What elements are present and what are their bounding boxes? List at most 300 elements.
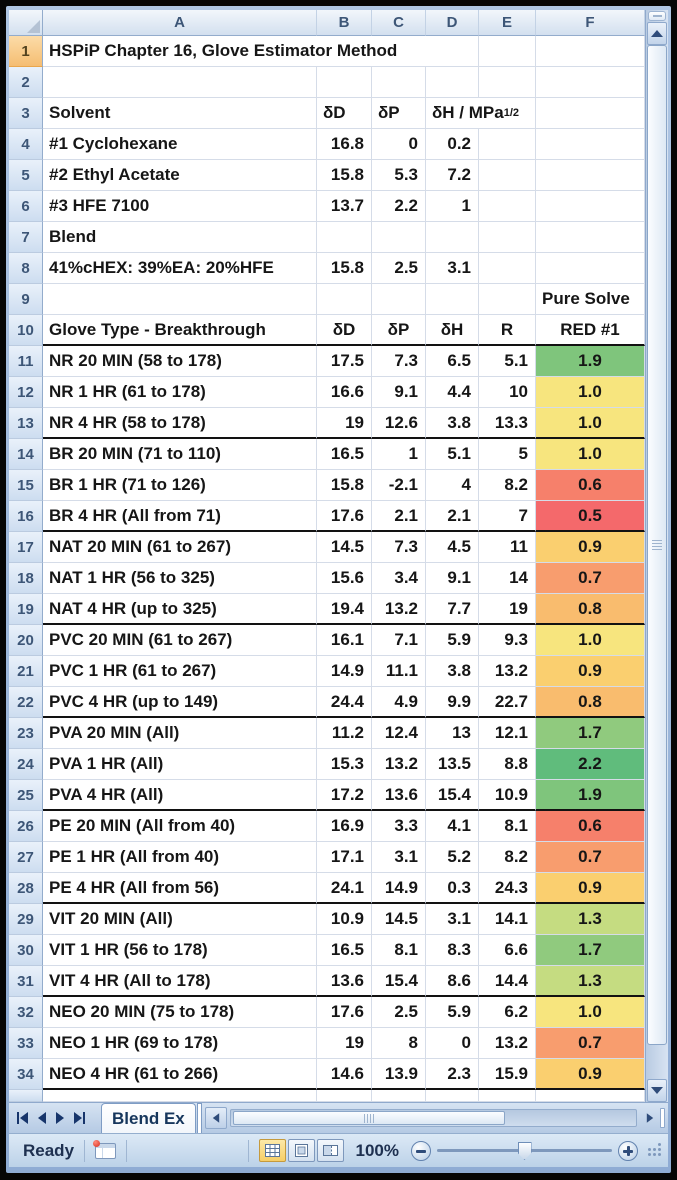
sheet-row-5 [9,160,645,191]
active-sheet-tab[interactable]: Blend Ex [101,1103,196,1133]
cell-B32[interactable]: 17.6 [317,997,372,1028]
cell-B5[interactable]: 15.8 [317,160,372,191]
cell-A29[interactable]: VIT 20 MIN (All) [43,904,317,935]
cell-D26[interactable]: 4.1 [426,811,479,842]
cell-C16[interactable]: 2.1 [372,501,426,532]
cell-C34[interactable]: 13.9 [372,1059,426,1090]
cell-E12[interactable]: 10 [479,377,536,408]
cell-A2[interactable] [43,67,317,98]
vertical-scroll-track[interactable] [647,45,667,1079]
cell-F9[interactable]: Pure Solve [536,284,645,315]
cell-E20[interactable]: 9.3 [479,625,536,656]
cell-E28[interactable]: 24.3 [479,873,536,904]
horizontal-scrollbar[interactable] [230,1109,637,1127]
cell-C21[interactable]: 11.1 [372,656,426,687]
cell-D18[interactable]: 9.1 [426,563,479,594]
cell-D32[interactable]: 5.9 [426,997,479,1028]
cell-A13[interactable]: NR 4 HR (58 to 178) [43,408,317,439]
zoom-out-button[interactable] [411,1141,431,1161]
page-break-preview-button[interactable] [317,1139,344,1162]
cell-D4[interactable]: 0.2 [426,129,479,160]
cell-B23[interactable]: 11.2 [317,718,372,749]
sheet-row-32 [9,997,645,1028]
cell-B29[interactable]: 10.9 [317,904,372,935]
cell-B9[interactable] [317,284,372,315]
cell-F8[interactable] [536,253,645,284]
cell-F28[interactable]: 0.9 [536,873,645,904]
cell-F13[interactable]: 1.0 [536,408,645,439]
cell-B33[interactable]: 19 [317,1028,372,1059]
cell-E33[interactable]: 13.2 [479,1028,536,1059]
minus-icon [416,1150,426,1153]
cell-E29[interactable]: 14.1 [479,904,536,935]
row-header-15[interactable]: 15 [9,470,43,501]
cell-E32[interactable]: 6.2 [479,997,536,1028]
row-header-10[interactable]: 10 [9,315,43,346]
cell-F17[interactable]: 0.9 [536,532,645,563]
cell-F3[interactable] [536,98,645,129]
cell-F14[interactable]: 1.0 [536,439,645,470]
cell-D11[interactable]: 6.5 [426,346,479,377]
cell-A17[interactable]: NAT 20 MIN (61 to 267) [43,532,317,563]
cell-D6[interactable]: 1 [426,191,479,222]
cell-C30[interactable]: 8.1 [372,935,426,966]
cell-D12[interactable]: 4.4 [426,377,479,408]
cell-A19[interactable]: NAT 4 HR (up to 325) [43,594,317,625]
cell-C28[interactable]: 14.9 [372,873,426,904]
cell-C8[interactable]: 2.5 [372,253,426,284]
column-header-E[interactable]: E [479,10,536,36]
cell-B16[interactable]: 17.6 [317,501,372,532]
cell-E17[interactable]: 11 [479,532,536,563]
cell-C12[interactable]: 9.1 [372,377,426,408]
cell-B11[interactable]: 17.5 [317,346,372,377]
window-resize-grip[interactable] [648,1148,662,1162]
cell-F5[interactable] [536,160,645,191]
row-header-16[interactable]: 16 [9,501,43,532]
cell-A14[interactable]: BR 20 MIN (71 to 110) [43,439,317,470]
view-shortcut-buttons [259,1139,344,1162]
cell-C31[interactable]: 15.4 [372,966,426,997]
cell-C24[interactable]: 13.2 [372,749,426,780]
row-header-24[interactable]: 24 [9,749,43,780]
cell-B7[interactable] [317,222,372,253]
cell-A25[interactable]: PVA 4 HR (All) [43,780,317,811]
cell-D30[interactable]: 8.3 [426,935,479,966]
cell-C11[interactable]: 7.3 [372,346,426,377]
cell-C23[interactable]: 12.4 [372,718,426,749]
row-header-8[interactable]: 8 [9,253,43,284]
status-separator [248,1140,249,1162]
sheet-row-4 [9,129,645,160]
row-header-14[interactable]: 14 [9,439,43,470]
tab-split-bar[interactable] [197,1103,202,1133]
cell-A22[interactable]: PVC 4 HR (up to 149) [43,687,317,718]
column-header-C[interactable]: C [372,10,426,36]
sheet-row-22 [9,687,645,718]
cell-D34[interactable]: 2.3 [426,1059,479,1090]
cell-A30[interactable]: VIT 1 HR (56 to 178) [43,935,317,966]
cell-A7[interactable]: Blend [43,222,317,253]
cell-B15[interactable]: 15.8 [317,470,372,501]
cell-B19[interactable]: 19.4 [317,594,372,625]
cell-C32[interactable]: 2.5 [372,997,426,1028]
cell-E16[interactable]: 7 [479,501,536,532]
cell-E18[interactable]: 14 [479,563,536,594]
cell-E34[interactable]: 15.9 [479,1059,536,1090]
cell-D16[interactable]: 2.1 [426,501,479,532]
cell-B10[interactable]: δD [317,315,372,346]
cell-B14[interactable]: 16.5 [317,439,372,470]
sheet-row-3 [9,98,645,129]
row-header-9[interactable]: 9 [9,284,43,315]
row-header-12[interactable]: 12 [9,377,43,408]
cell-F23[interactable]: 1.7 [536,718,645,749]
cell-E1[interactable] [479,36,536,67]
cell-D17[interactable]: 4.5 [426,532,479,563]
row-header-31[interactable]: 31 [9,966,43,997]
scroll-right-button[interactable] [640,1109,660,1127]
cell-A9[interactable] [43,284,317,315]
cell-D8[interactable]: 3.1 [426,253,479,284]
cell-A20[interactable]: PVC 20 MIN (61 to 267) [43,625,317,656]
macro-record-button[interactable] [95,1143,116,1159]
cell-A12[interactable]: NR 1 HR (61 to 178) [43,377,317,408]
cell-F2[interactable] [536,67,645,98]
cell-A28[interactable]: PE 4 HR (All from 56) [43,873,317,904]
cell-E-partial[interactable] [479,1090,536,1102]
sheet-row-23 [9,718,645,749]
column-header-row [9,10,645,36]
row-header-1[interactable]: 1 [9,36,43,67]
sheet-row-31 [9,966,645,997]
cell-E25[interactable]: 10.9 [479,780,536,811]
cell-B3[interactable]: δD [317,98,372,129]
sheet-area [9,10,668,1102]
cell-B31[interactable]: 13.6 [317,966,372,997]
cell-D23[interactable]: 13 [426,718,479,749]
cell-F27[interactable]: 0.7 [536,842,645,873]
cell-B6[interactable]: 13.7 [317,191,372,222]
row-header-7[interactable]: 7 [9,222,43,253]
cell-D-partial[interactable] [426,1090,479,1102]
cell-E7[interactable] [479,222,536,253]
cell-F12[interactable]: 1.0 [536,377,645,408]
cell-D15[interactable]: 4 [426,470,479,501]
cell-C2[interactable] [372,67,426,98]
column-header-F[interactable]: F [536,10,645,36]
cell-D33[interactable]: 0 [426,1028,479,1059]
cell-C3[interactable]: δP [372,98,426,129]
row-header-25[interactable]: 25 [9,780,43,811]
cell-A8[interactable]: 41%cHEX: 39%EA: 20%HFE [43,253,317,284]
normal-view-button[interactable] [259,1139,286,1162]
cell-F25[interactable]: 1.9 [536,780,645,811]
row-header-26[interactable]: 26 [9,811,43,842]
row-header-18[interactable]: 18 [9,563,43,594]
scroll-up-button[interactable] [647,22,667,45]
select-all-button[interactable] [9,10,43,36]
cell-F24[interactable]: 2.2 [536,749,645,780]
tab-scroll-left-button[interactable] [205,1107,227,1129]
select-all-triangle-icon [27,20,40,33]
cell-D31[interactable]: 8.6 [426,966,479,997]
cell-C6[interactable]: 2.2 [372,191,426,222]
cell-C25[interactable]: 13.6 [372,780,426,811]
horizontal-split-handle[interactable] [660,1108,665,1128]
cell-A10[interactable]: Glove Type - Breakthrough [43,315,317,346]
cell-F15[interactable]: 0.6 [536,470,645,501]
cell-B12[interactable]: 16.6 [317,377,372,408]
cell-D19[interactable]: 7.7 [426,594,479,625]
row-header-3[interactable]: 3 [9,98,43,129]
spreadsheet-grid [9,10,645,1102]
cell-D9[interactable] [426,284,479,315]
cell-D28[interactable]: 0.3 [426,873,479,904]
cell-C19[interactable]: 13.2 [372,594,426,625]
cell-F10[interactable]: RED #1 [536,315,645,346]
row-header-partial[interactable] [9,1090,43,1102]
column-header-B[interactable]: B [317,10,372,36]
cell-A33[interactable]: NEO 1 HR (69 to 178) [43,1028,317,1059]
cell-C14[interactable]: 1 [372,439,426,470]
cell-A6[interactable]: #3 HFE 7100 [43,191,317,222]
row-header-29[interactable]: 29 [9,904,43,935]
cell-F6[interactable] [536,191,645,222]
page-break-preview-icon [323,1144,338,1157]
row-header-13[interactable]: 13 [9,408,43,439]
column-header-A[interactable]: A [43,10,317,36]
cell-F-partial[interactable] [536,1090,645,1102]
cell-C5[interactable]: 5.3 [372,160,426,191]
cell-C17[interactable]: 7.3 [372,532,426,563]
cell-F19[interactable]: 0.8 [536,594,645,625]
cell-F26[interactable]: 0.6 [536,811,645,842]
cell-C22[interactable]: 4.9 [372,687,426,718]
cell-A26[interactable]: PE 20 MIN (All from 40) [43,811,317,842]
cell-D24[interactable]: 13.5 [426,749,479,780]
cell-E11[interactable]: 5.1 [479,346,536,377]
zoom-slider-track[interactable] [437,1149,612,1152]
cell-B18[interactable]: 15.6 [317,563,372,594]
cell-E31[interactable]: 14.4 [479,966,536,997]
tab-scroll-left-icon [213,1113,219,1123]
row-header-32[interactable]: 32 [9,997,43,1028]
last-sheet-button[interactable] [74,1112,85,1124]
cell-E22[interactable]: 22.7 [479,687,536,718]
row-header-23[interactable]: 23 [9,718,43,749]
cell-A23[interactable]: PVA 20 MIN (All) [43,718,317,749]
row-header-11[interactable]: 11 [9,346,43,377]
scroll-down-button[interactable] [647,1079,667,1102]
cell-A11[interactable]: NR 20 MIN (58 to 178) [43,346,317,377]
cell-C26[interactable]: 3.3 [372,811,426,842]
cell-C18[interactable]: 3.4 [372,563,426,594]
cell-D10[interactable]: δH [426,315,479,346]
cell-B-partial[interactable] [317,1090,372,1102]
cell-D5[interactable]: 7.2 [426,160,479,191]
cell-A27[interactable]: PE 1 HR (All from 40) [43,842,317,873]
column-header-D[interactable]: D [426,10,479,36]
next-sheet-icon [56,1112,64,1124]
cell-F32[interactable]: 1.0 [536,997,645,1028]
zoom-in-button[interactable] [618,1141,638,1161]
cell-B17[interactable]: 14.5 [317,532,372,563]
cell-C10[interactable]: δP [372,315,426,346]
cell-C-partial[interactable] [372,1090,426,1102]
cell-A1[interactable]: HSPiP Chapter 16, Glove Estimator Method [43,36,479,67]
cell-A4[interactable]: #1 Cyclohexane [43,129,317,160]
cell-F30[interactable]: 1.7 [536,935,645,966]
cell-E8[interactable] [479,253,536,284]
vertical-scroll-thumb[interactable] [647,45,667,1045]
cell-F34[interactable]: 0.9 [536,1059,645,1090]
cell-F16[interactable]: 0.5 [536,501,645,532]
cell-B20[interactable]: 16.1 [317,625,372,656]
cell-C27[interactable]: 3.1 [372,842,426,873]
cell-D20[interactable]: 5.9 [426,625,479,656]
row-header-30[interactable]: 30 [9,935,43,966]
cell-B30[interactable]: 16.5 [317,935,372,966]
cell-B27[interactable]: 17.1 [317,842,372,873]
row-header-2[interactable]: 2 [9,67,43,98]
cell-E24[interactable]: 8.8 [479,749,536,780]
cell-B34[interactable]: 14.6 [317,1059,372,1090]
scrollbar-split-handle[interactable] [648,11,666,21]
cell-B8[interactable]: 15.8 [317,253,372,284]
cell-E19[interactable]: 19 [479,594,536,625]
cell-E26[interactable]: 8.1 [479,811,536,842]
first-sheet-button[interactable] [17,1112,28,1124]
row-header-27[interactable]: 27 [9,842,43,873]
cell-E9[interactable] [479,284,536,315]
cell-A3[interactable]: Solvent [43,98,317,129]
cell-E21[interactable]: 13.2 [479,656,536,687]
cell-F7[interactable] [536,222,645,253]
cell-C33[interactable]: 8 [372,1028,426,1059]
cell-D2[interactable] [426,67,479,98]
row-header-5[interactable]: 5 [9,160,43,191]
previous-sheet-button[interactable] [38,1112,46,1124]
cell-F21[interactable]: 0.9 [536,656,645,687]
row-header-22[interactable]: 22 [9,687,43,718]
row-header-19[interactable]: 19 [9,594,43,625]
cell-C4[interactable]: 0 [372,129,426,160]
cell-F33[interactable]: 0.7 [536,1028,645,1059]
cell-F29[interactable]: 1.3 [536,904,645,935]
cell-C29[interactable]: 14.5 [372,904,426,935]
cell-A31[interactable]: VIT 4 HR (All to 178) [43,966,317,997]
cell-C9[interactable] [372,284,426,315]
cell-B21[interactable]: 14.9 [317,656,372,687]
sheet-row-10 [9,315,645,346]
cell-E4[interactable] [479,129,536,160]
status-bar [9,1133,668,1167]
cell-A16[interactable]: BR 4 HR (All from 71) [43,501,317,532]
cell-A24[interactable]: PVA 1 HR (All) [43,749,317,780]
next-sheet-button[interactable] [56,1112,64,1124]
cell-F11[interactable]: 1.9 [536,346,645,377]
worksheet-content [9,10,668,1167]
cell-D13[interactable]: 3.8 [426,408,479,439]
zoom-slider-thumb[interactable] [518,1142,532,1160]
vertical-scrollbar[interactable] [645,10,668,1102]
cell-A32[interactable]: NEO 20 MIN (75 to 178) [43,997,317,1028]
cell-D3[interactable]: δH / MPa 1/2 [426,98,536,129]
sheet-row-13 [9,408,645,439]
sheet-row-8 [9,253,645,284]
cell-F22[interactable]: 0.8 [536,687,645,718]
page-layout-view-button[interactable] [288,1139,315,1162]
cell-D22[interactable]: 9.9 [426,687,479,718]
cell-D7[interactable] [426,222,479,253]
cell-C15[interactable]: -2.1 [372,470,426,501]
sheet-row-14 [9,439,645,470]
sheet-row-partial [9,1090,645,1102]
cell-F31[interactable]: 1.3 [536,966,645,997]
cell-A-partial[interactable] [43,1090,317,1102]
cell-A34[interactable]: NEO 4 HR (61 to 266) [43,1059,317,1090]
cell-B4[interactable]: 16.8 [317,129,372,160]
cell-B26[interactable]: 16.9 [317,811,372,842]
cell-D27[interactable]: 5.2 [426,842,479,873]
cell-A18[interactable]: NAT 1 HR (56 to 325) [43,563,317,594]
cell-A5[interactable]: #2 Ethyl Acetate [43,160,317,191]
cell-B24[interactable]: 15.3 [317,749,372,780]
row-header-28[interactable]: 28 [9,873,43,904]
row-header-6[interactable]: 6 [9,191,43,222]
cell-F20[interactable]: 1.0 [536,625,645,656]
row-header-21[interactable]: 21 [9,656,43,687]
cell-E6[interactable] [479,191,536,222]
cell-A15[interactable]: BR 1 HR (71 to 126) [43,470,317,501]
cell-B25[interactable]: 17.2 [317,780,372,811]
cell-D14[interactable]: 5.1 [426,439,479,470]
sheet-row-20 [9,625,645,656]
cell-A21[interactable]: PVC 1 HR (61 to 267) [43,656,317,687]
cell-F1[interactable] [536,36,645,67]
cell-D25[interactable]: 15.4 [426,780,479,811]
cell-E2[interactable] [479,67,536,98]
cell-B13[interactable]: 19 [317,408,372,439]
cell-B28[interactable]: 24.1 [317,873,372,904]
cell-E14[interactable]: 5 [479,439,536,470]
row-header-34[interactable]: 34 [9,1059,43,1090]
cell-F18[interactable]: 0.7 [536,563,645,594]
cell-E23[interactable]: 12.1 [479,718,536,749]
cell-F4[interactable] [536,129,645,160]
cell-E10[interactable]: R [479,315,536,346]
row-header-20[interactable]: 20 [9,625,43,656]
cell-C13[interactable]: 12.6 [372,408,426,439]
horizontal-scroll-thumb[interactable] [233,1111,505,1125]
cell-E5[interactable] [479,160,536,191]
cell-D29[interactable]: 3.1 [426,904,479,935]
cell-E30[interactable]: 6.6 [479,935,536,966]
row-header-33[interactable]: 33 [9,1028,43,1059]
cell-C20[interactable]: 7.1 [372,625,426,656]
cell-E27[interactable]: 8.2 [479,842,536,873]
cell-D21[interactable]: 3.8 [426,656,479,687]
cell-E15[interactable]: 8.2 [479,470,536,501]
cell-E13[interactable]: 13.3 [479,408,536,439]
row-header-17[interactable]: 17 [9,532,43,563]
cell-B2[interactable] [317,67,372,98]
row-header-4[interactable]: 4 [9,129,43,160]
page-layout-view-icon [294,1144,309,1157]
cell-B22[interactable]: 24.4 [317,687,372,718]
cell-C7[interactable] [372,222,426,253]
